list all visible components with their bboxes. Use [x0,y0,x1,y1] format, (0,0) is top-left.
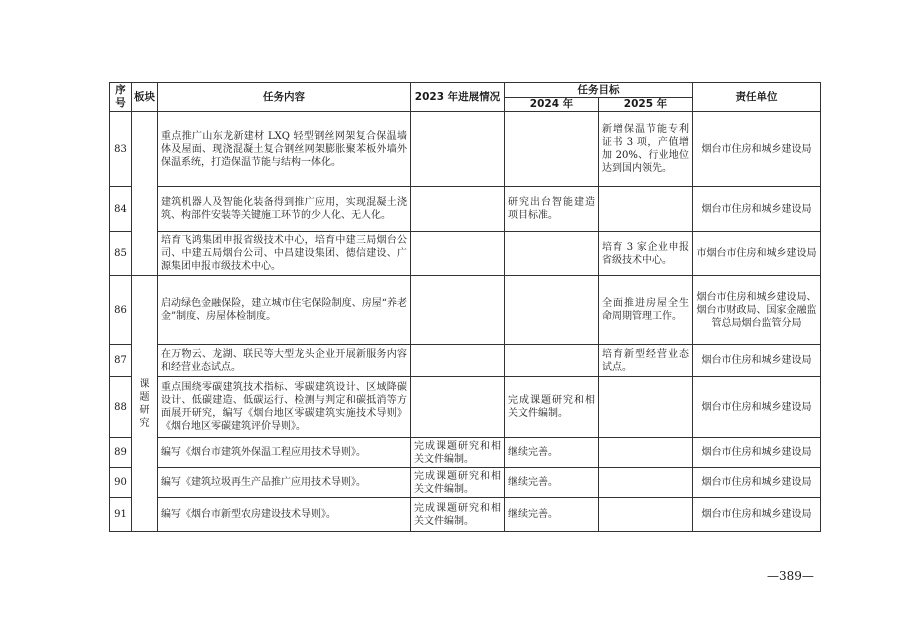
row-seq: 91 [110,498,132,532]
category-cell [132,276,158,532]
row-progress [411,112,505,187]
header-2025: 2025 年 [599,98,693,112]
row-progress: 完成课题研究和相关文件编制。 [411,498,505,532]
row-content: 重点推广山东龙新建材 LXQ 轻型钢丝网架复合保温墙体及屋面、现浇混凝土复合钢丝网架膨胀聚苯板外墙外保温系统，打造保温节能与结构一体化。 [158,112,411,187]
row-content: 编写《烟台市新型农房建设技术导则》。 [158,498,411,532]
row-progress: 完成课题研究和相关文件编制。 [411,468,505,498]
row-unit: 市烟台市住房和城乡建设局 [693,232,821,276]
row-target-2025 [599,438,693,468]
row-target-2025: 全面推进房屋全生命周期管理工作。 [599,276,693,345]
row-target-2025 [599,498,693,532]
row-unit: 烟台市住房和城乡建设局 [693,187,821,232]
table-row [110,232,821,276]
table-row [110,112,821,187]
row-target-2024: 继续完善。 [505,498,599,532]
row-seq: 87 [110,345,132,377]
row-progress [411,232,505,276]
row-unit: 烟台市住房和城乡建设局 [693,377,821,438]
row-unit: 烟台市住房和城乡建设局、烟台市财政局、国家金融监管总局烟台监管分局 [693,276,821,345]
row-target-2025: 新增保温节能专利证书 3 项，产值增加 20%、行业地位达到国内领先。 [599,112,693,187]
row-seq: 85 [110,232,132,276]
row-target-2025 [599,187,693,232]
row-unit: 烟台市住房和城乡建设局 [693,468,821,498]
row-seq: 89 [110,438,132,468]
row-progress [411,377,505,438]
row-progress [411,187,505,232]
table-row [110,468,821,498]
row-target-2025 [599,468,693,498]
row-seq: 86 [110,276,132,345]
row-target-2024: 继续完善。 [505,438,599,468]
row-unit: 烟台市住房和城乡建设局 [693,498,821,532]
task-table [109,82,821,532]
row-progress: 完成课题研究和相关文件编制。 [411,438,505,468]
header-targets: 任务目标 [505,83,693,98]
row-progress [411,345,505,377]
category-label: 课题研究 [139,378,150,429]
row-target-2024 [505,345,599,377]
table-row [110,187,821,232]
table-row [110,276,821,345]
row-seq: 90 [110,468,132,498]
header-category: 板块 [132,83,158,112]
header-seq: 序号 [110,83,132,112]
row-seq: 83 [110,112,132,187]
row-target-2025: 培育 3 家企业申报省级技术中心。 [599,232,693,276]
row-content: 启动绿色金融保险，建立城市住宅保险制度、房屋“养老金”制度、房屋体检制度。 [158,276,411,345]
row-target-2024 [505,232,599,276]
row-content: 培育飞鸿集团申报省级技术中心，培育中建三局烟台公司、中建五局烟台公司、中昌建设集团、德信建设、广源集团申报市级技术中心。 [158,232,411,276]
table-row [110,377,821,438]
row-target-2025 [599,377,693,438]
table-row [110,345,821,377]
row-progress [411,276,505,345]
row-target-2024 [505,112,599,187]
row-content: 编写《建筑垃圾再生产品推广应用技术导则》。 [158,468,411,498]
row-unit: 烟台市住房和城乡建设局 [693,438,821,468]
row-content: 在万物云、龙湖、联民等大型龙头企业开展新服务内容和经营业态试点。 [158,345,411,377]
row-seq: 84 [110,187,132,232]
header-2024: 2024 年 [505,98,599,112]
row-target-2025: 培育新型经营业态试点。 [599,345,693,377]
row-content: 建筑机器人及智能化装备得到推广应用，实现混凝土浇筑、构部件安装等关键施工环节的少人化、无人化。 [158,187,411,232]
table-row [110,498,821,532]
table-row [110,438,821,468]
header-progress: 2023 年进展情况 [411,83,505,112]
header-content: 任务内容 [158,83,411,112]
row-content: 重点围绕零碳建筑技术指标、零碳建筑设计、区域降碳设计、低碳建造、低碳运行、检测与判定和碳抵消等方面展开研究，编写《烟台地区零碳建筑实施技术导则》《烟台地区零碳建筑评价导则》。 [158,377,411,438]
header-unit: 责任单位 [693,83,821,112]
row-target-2024: 完成课题研究和相关文件编制。 [505,377,599,438]
page-number: —389— [767,569,814,583]
row-content: 编写《烟台市建筑外保温工程应用技术导则》。 [158,438,411,468]
row-target-2024: 研究出台智能建造项目标准。 [505,187,599,232]
row-unit: 烟台市住房和城乡建设局 [693,345,821,377]
row-seq: 88 [110,377,132,438]
row-target-2024: 继续完善。 [505,468,599,498]
category-cell-empty [132,112,158,276]
row-unit: 烟台市住房和城乡建设局 [693,112,821,187]
row-target-2024 [505,276,599,345]
